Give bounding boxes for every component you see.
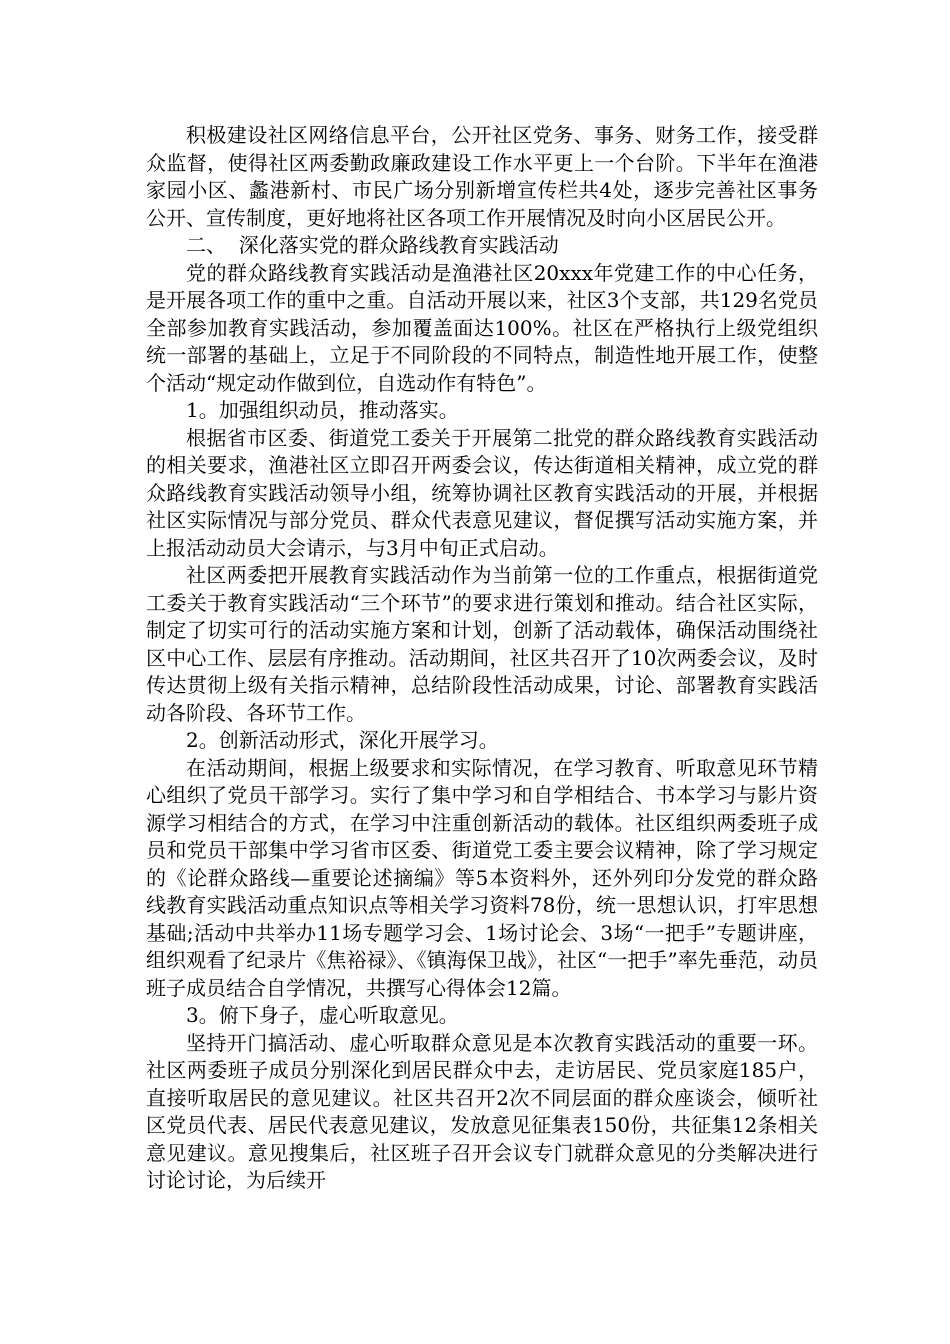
document-page — [146, 122, 818, 1195]
subheading-organize-mobilize: 1。加强组织动员，推动落实。 — [186, 398, 459, 422]
paragraph-listen-opinions: 坚持开门搞活动、虚心听取群众意见是本次教育实践活动的重要一环。社区两委班子成员分别深化到居民群众中去，走访居民、党员家庭185户，直接听取居民的意见建议。社区共召开2次不同层面的群众座谈会，倾听社区党员代表、居民代表意见建议，发放意见征集表150份，共征集12条相关意见建议。意见搜集后，社区班子召开会议专门就群众意见的分类解决进行讨论讨论，为后续开 — [146, 1030, 818, 1192]
paragraph-mass-line-intro: 党的群众路线教育实践活动是渔港社区20xxx年党建工作的中心任务，是开展各项工作的重中之重。自活动开展以来，社区3个支部，共129名党员全部参加教育实践活动，参加覆盖面达100%。社区在严格执行上级党组织统一部署的基础上，立足于不同阶段的不同特点，制造性地开展工作，使整个活动“规定动作做到位，自选动作有特色”。 — [146, 260, 818, 395]
paragraph-work-focus: 社区两委把开展教育实践活动作为当前第一位的工作重点，根据街道党工委关于教育实践活动“三个环节”的要求进行策划和推动。结合社区实际，制定了切实可行的活动实施方案和计划，创新了活动载体，确保活动围绕社区中心工作、层层有序推动。活动期间，社区共召开了10次两委会议，及时传达贯彻上级有关指示精神，总结阶段性活动成果，讨论、部署教育实践活动各阶段、各环节工作。 — [146, 563, 818, 725]
paragraph-info-platform: 积极建设社区网络信息平台，公开社区党务、事务、财务工作，接受群众监督，使得社区两委勤政廉政建设工作水平更上一个台阶。下半年在渔港家园小区、蠡港新村、市民广场分别新增宣传栏共4处，逐步完善社区事务公开、宣传制度，更好地将社区各项工作开展情况及时向小区居民公开。 — [146, 123, 818, 230]
subheading-listen-opinions: 3。俯下身子，虚心听取意见。 — [186, 1003, 459, 1027]
section-heading-mass-line: 二、 深化落实党的群众路线教育实践活动 — [186, 233, 559, 257]
paragraph-innovate-learning: 在活动期间，根据上级要求和实际情况，在学习教育、听取意见环节精心组织了党员干部学习。实行了集中学习和自学相结合、书本学习与影片资源学习相结合的方式，在学习中注重创新活动的载体。社区组织两委班子成员和党员干部集中学习省市区委、街道党工委主要会议精神，除了学习规定的《论群众路线—重要论述摘编》等5本资料外，还外列印分发党的群众路线教育实践活动重点知识点等相关学习资料78份，统一思想认识，打牢思想基础;活动中共举办11场专题学习会、1场讨论会、3场“一把手”专题讲座，组织观看了纪录片《焦裕禄》、《镇海保卫战》，社区“一把手”率先垂范，动员班子成员结合自学情况，共撰写心得体会12篇。 — [146, 755, 818, 1000]
subheading-innovate-learning: 2。创新活动形式，深化开展学习。 — [186, 728, 499, 752]
paragraph-organize-mobilize: 根据省市区委、街道党工委关于开展第二批党的群众路线教育实践活动的相关要求，渔港社区立即召开两委会议，传达街道相关精神，成立党的群众路线教育实践活动领导小组，统筹协调社区教育实践活动的开展，并根据社区实际情况与部分党员、群众代表意见建议，督促撰写活动实施方案，并上报活动动员大会请示，与3月中旬正式启动。 — [146, 425, 818, 560]
